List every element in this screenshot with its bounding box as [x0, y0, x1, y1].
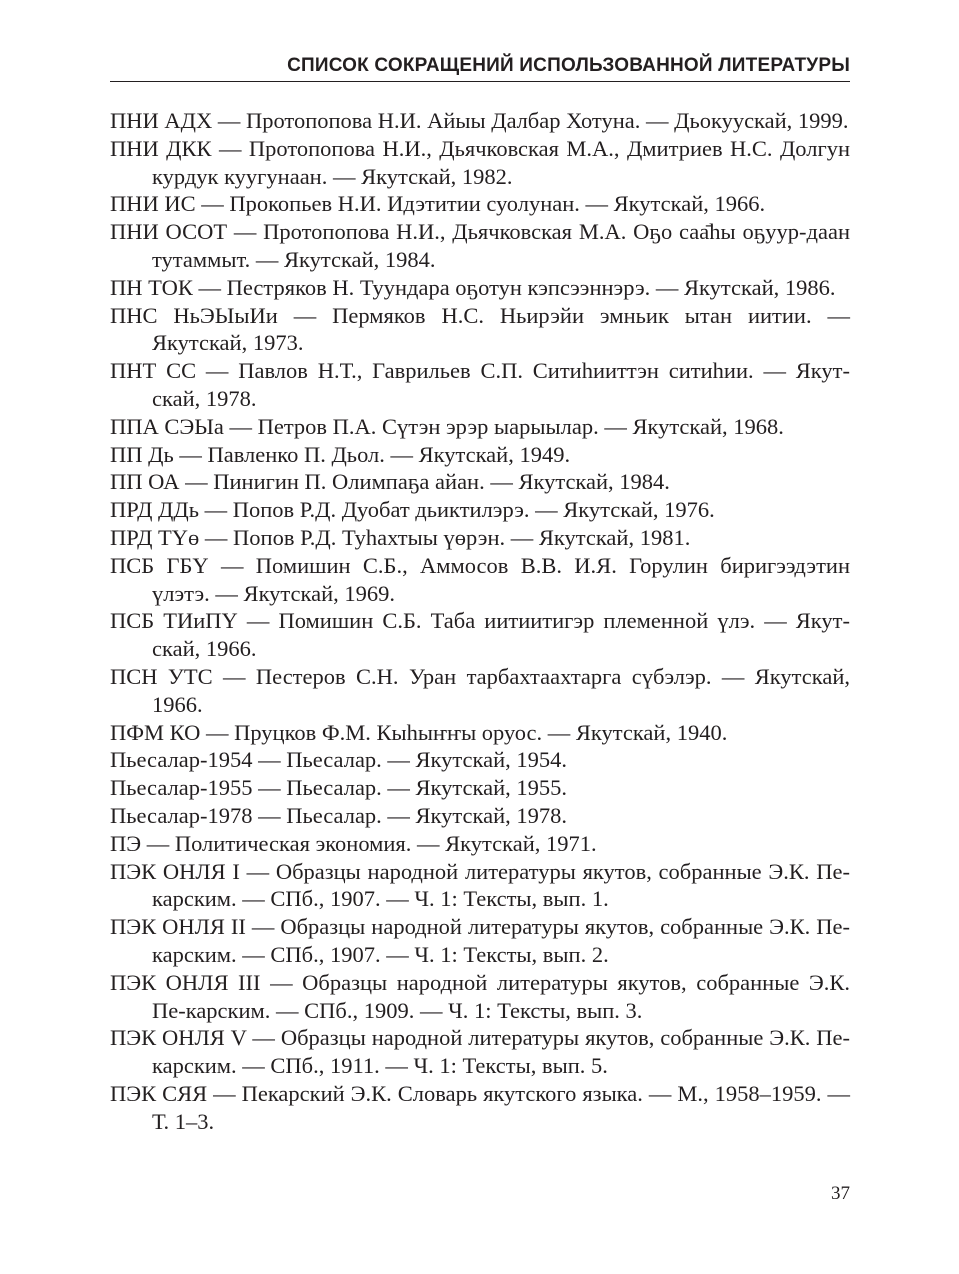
abbreviation-entry: ПРД ДДь — Попов Р.Д. Дуобат дьиктилэрэ. — Якутскай, 1976. [110, 497, 715, 523]
abbreviation-entry: ПП ОА — Пинигин П. Олимпаҕа айан. — Якутскай, 1984. [110, 469, 670, 495]
abbreviation-entry: Пьесалар-1955 — Пьесалар. — Якутскай, 1955. [110, 775, 568, 801]
abbreviation-entry: ПЭК СЯЯ — Пекарский Э.К. Словарь якутского языка. — М., 1958–1959. — Т. 1–3. [110, 1080, 850, 1134]
abbreviation-entry: ПН ТОК — Пестряков Н. Туундара оҕотун кэпсээннэрэ. — Якутскай, 1986. [110, 274, 836, 300]
abbreviation-entry: ПСН УТС — Пестеров С.Н. Уран тарбахтаахтарга сүбэлэр. — Якутскай, 1966. [110, 663, 850, 717]
abbreviation-entry: ПНИ ИС — Прокопьев Н.И. Идэтитии суолунан. — Якутскай, 1966. [110, 191, 766, 217]
abbreviation-entry: ПП Дь — Павленко П. Дьол. — Якутскай, 1949. [110, 441, 571, 467]
abbreviation-entry: ППА СЭЫа — Петров П.А. Сүтэн эрэр ыарыылар. — Якутскай, 1968. [110, 413, 784, 439]
abbreviation-entry: ПСБ ГБҮ — Помишин С.Б., Аммосов В.В. И.Я. Горулин биригээдэтин үлэтэ. — Якутскай, 1969. [110, 552, 850, 606]
abbreviation-entry: ПФМ КО — Пруцков Ф.М. Кыһыҥҥы оруос. — Якутскай, 1940. [110, 719, 728, 745]
abbreviation-entry: ПНС НьЭЫыИи — Пермяков Н.С. Ньирэйи эмньик ытан иитии. — Якутскай, 1973. [110, 302, 850, 356]
abbreviation-entry: ПНИ ДКК — Протопопова Н.И., Дьячковская М.А., Дмитриев Н.С. Долгун курдук куугунаан. — Якутскай, 1982. [110, 135, 850, 189]
abbreviation-entry: ПЭК ОНЛЯ III — Образцы народной литературы якутов, собранные Э.К. Пе-карским. — СПб., 1909. — Ч. 1: Тексты, вып. 3. [110, 969, 850, 1023]
abbreviation-entry: ПНИ ОСОТ — Протопопова Н.И., Дьячковская М.А. Оҕо саа̄һы оҕуур-даан тутаммыт. — Якутскай, 1984. [110, 219, 850, 272]
abbreviation-entry: Пьесалар-1954 — Пьесалар. — Якутскай, 1954. [110, 747, 568, 773]
abbreviation-entry: ПЭК ОНЛЯ V — Образцы народной литературы якутов, собранные Э.К. Пе-карским. — СПб., 1911. — Ч. 1: Тексты, вып. 5. [110, 1025, 850, 1079]
abbreviation-entry: ПЭ — Политическая экономия. — Якутскай, 1971. [110, 830, 597, 856]
abbreviation-entry: ПЭК ОНЛЯ I — Образцы народной литературы якутов, собранные Э.К. Пе-карским. — СПб., 1907. — Ч. 1: Тексты, вып. 1. [110, 858, 850, 912]
abbreviation-entry: Пьесалар-1978 — Пьесалар. — Якутскай, 1978. [110, 802, 568, 828]
abbreviation-list [110, 107, 850, 1135]
header-rule [110, 81, 850, 82]
abbreviation-entry: ПНИ АДХ — Протопопова Н.И. Айыы Дaлбaр Хотуна. — Дьокуускай, 1999. [110, 108, 849, 133]
running-header: СПИСОК СОКРАЩЕНИЙ ИСПОЛЬЗОВАННОЙ ЛИТЕРАТУРЫ [287, 55, 850, 76]
abbreviation-entry: ПРД ТҮө — Попов Р.Д. Туһахтыы үөрэн. — Якутскай, 1981. [110, 524, 691, 550]
abbreviation-entry: ПСБ ТИиПҮ — Помишин С.Б. Таба иитиитигэр племенной үлэ. — Якут-скай, 1966. [110, 608, 850, 662]
abbreviation-entry: ПНТ СС — Павлов Н.Т., Гаврильев С.П. Ситиһииттэн ситиһии. — Якут-скай, 1978. [110, 358, 850, 411]
abbreviation-entry: ПЭК ОНЛЯ II — Образцы народной литературы якутов, собранные Э.К. Пе-карским. — СПб., 1907. — Ч. 1: Тексты, вып. 2. [110, 914, 850, 967]
page-number: 37 [831, 1183, 850, 1204]
